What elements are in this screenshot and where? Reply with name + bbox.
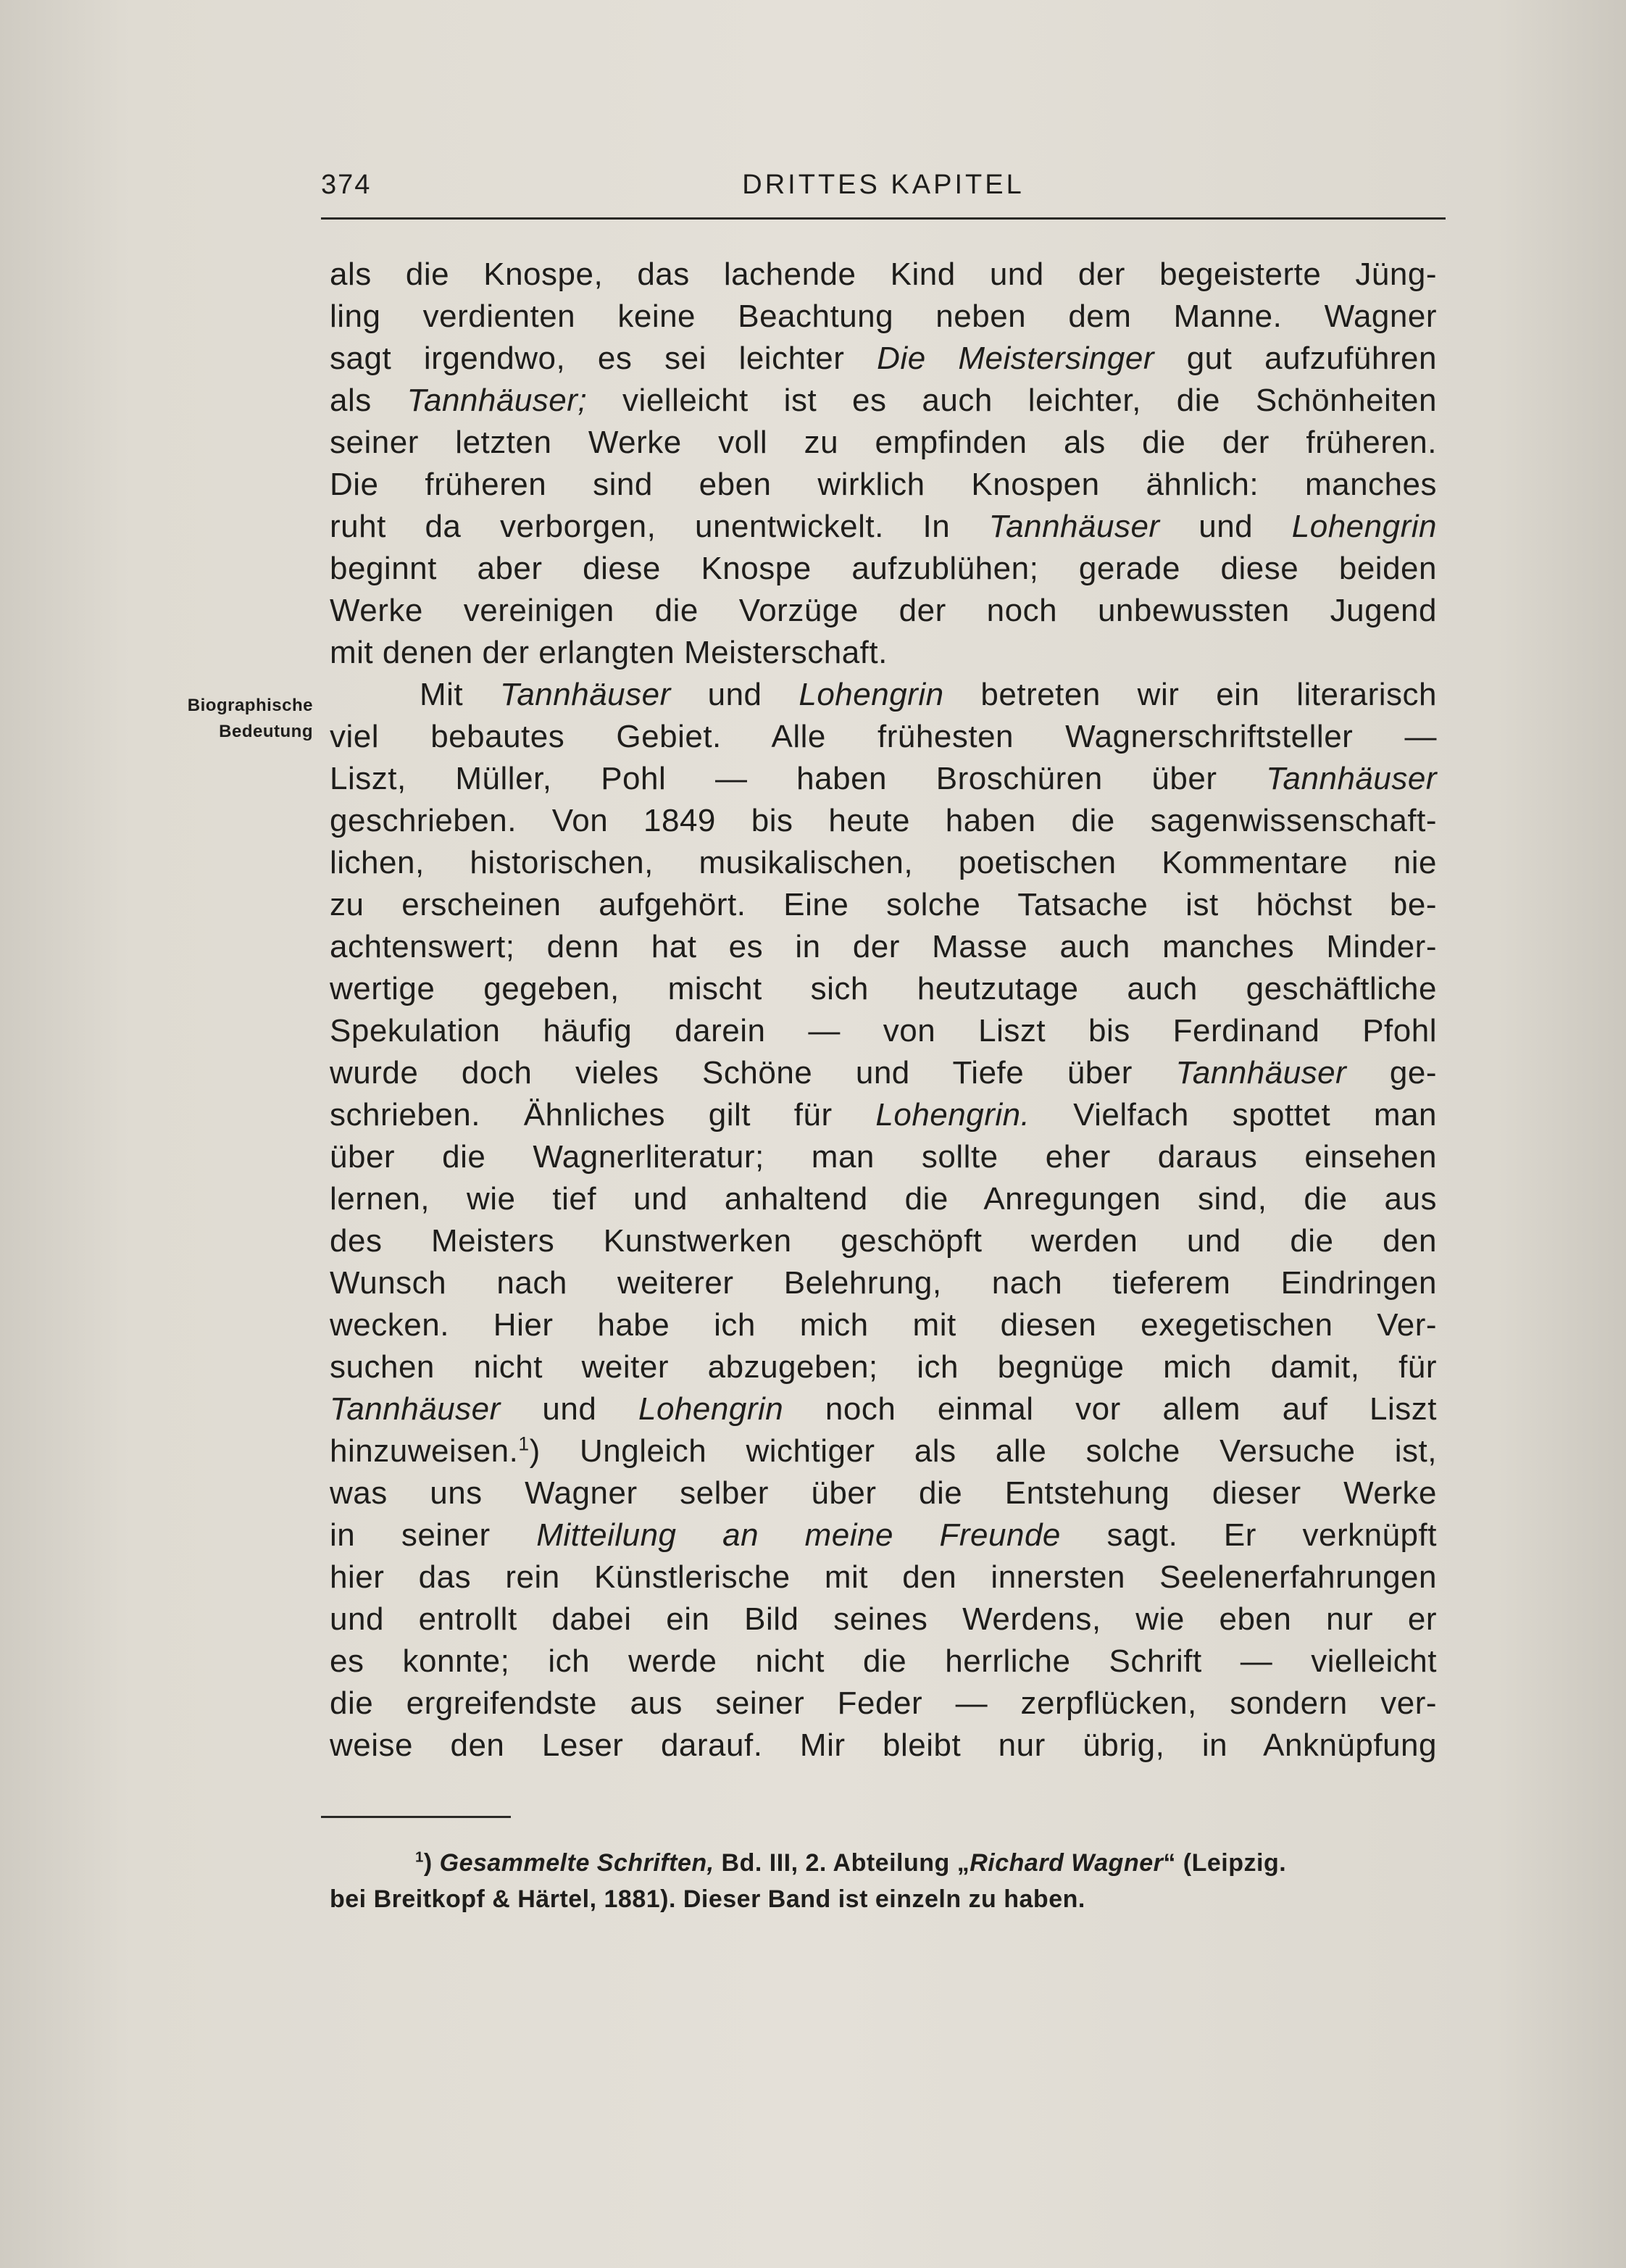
- footnote: [330, 1845, 1437, 1917]
- margin-note: [161, 693, 313, 745]
- text-line: Liszt, Müller, Pohl — haben Broschüren über Tannhäuser: [330, 761, 1437, 796]
- text-line: zu erscheinen aufgehört. Eine solche Tatsache ist höchst be-: [330, 887, 1437, 922]
- text-line: viel bebautes Gebiet. Alle frühesten Wagnerschriftsteller —: [330, 719, 1437, 754]
- text-line: ruht da verborgen, unentwickelt. In Tannhäuser und Lohengrin: [330, 509, 1437, 544]
- text-line: es konnte; ich werde nicht die herrliche Schrift — vielleicht: [330, 1643, 1437, 1679]
- text-line: wertige gegeben, mischt sich heutzutage auch geschäftliche: [330, 971, 1437, 1006]
- work-title: Tannhäuser: [499, 677, 671, 712]
- page-number: 374: [321, 170, 372, 200]
- footnote-rule: [321, 1816, 511, 1818]
- work-title: Richard Wagner: [970, 1849, 1164, 1877]
- text-line: geschrieben. Von 1849 bis heute haben die sagenwissenschaft-: [330, 803, 1437, 838]
- work-title: Lohengrin: [799, 677, 944, 712]
- footnote-line: bei Breitkopf & Härtel, 1881). Dieser Band ist einzeln zu haben.: [330, 1885, 1085, 1913]
- work-title: Lohengrin: [638, 1391, 784, 1427]
- text-line: Wunsch nach weiterer Belehrung, nach tieferem Eindringen: [330, 1265, 1437, 1301]
- text-line: suchen nicht weiter abzugeben; ich begnüge mich damit, für: [330, 1349, 1437, 1385]
- text-line: über die Wagnerliteratur; man sollte eher daraus einsehen: [330, 1139, 1437, 1175]
- text-line: weise den Leser darauf. Mir bleibt nur übrig, in Anknüpfung: [330, 1727, 1437, 1763]
- text-line: Spekulation häufig darein — von Liszt bis Ferdinand Pfohl: [330, 1013, 1437, 1048]
- text-line: als die Knospe, das lachende Kind und der begeisterte Jüng-: [330, 257, 1437, 292]
- margin-note-line: Bedeutung: [219, 722, 313, 741]
- running-head: [321, 165, 1446, 209]
- chapter-title: DRITTES KAPITEL: [742, 170, 1025, 200]
- work-title: Gesammelte Schriften,: [439, 1849, 714, 1877]
- text-line: mit denen der erlangten Meisterschaft.: [330, 635, 888, 670]
- text-line: ling verdienten keine Beachtung neben dem Manne. Wagner: [330, 299, 1437, 334]
- text-line: lernen, wie tief und anhaltend die Anregungen sind, die aus: [330, 1181, 1437, 1217]
- work-title: Die Meistersinger: [877, 341, 1154, 376]
- text-line: sagt irgendwo, es sei leichter Die Meistersinger gut aufzuführen: [330, 341, 1437, 376]
- work-title: Tannhäuser: [1266, 761, 1437, 796]
- work-title: Tannhäuser;: [406, 383, 588, 418]
- footnote-line: $^1$) Gesammelte Schriften, Bd. III, 2. Abteilung „Richard Wagner“ (Leipzig.: [415, 1849, 1287, 1877]
- text-line: hinzuweisen.$^1$) Ungleich wichtiger als alle solche Versuche ist,: [330, 1433, 1437, 1469]
- text-line: Tannhäuser und Lohengrin noch einmal vor allem auf Liszt: [330, 1391, 1437, 1427]
- text-line: hier das rein Künstlerische mit den innersten Seelenerfahrungen: [330, 1559, 1437, 1595]
- text-line: was uns Wagner selber über die Entstehung dieser Werke: [330, 1475, 1437, 1511]
- text-line: lichen, historischen, musikalischen, poetischen Kommentare nie: [330, 845, 1437, 880]
- text-line: des Meisters Kunstwerken geschöpft werden und die den: [330, 1223, 1437, 1259]
- work-title: Tannhäuser: [1175, 1055, 1347, 1091]
- text-line: die ergreifendste aus seiner Feder — zerpflücken, sondern ver-: [330, 1685, 1437, 1721]
- text-line: Die früheren sind eben wirklich Knospen ähnlich: manches: [330, 467, 1437, 502]
- work-title: Tannhäuser: [330, 1391, 501, 1427]
- text-line: und entrollt dabei ein Bild seines Werdens, wie eben nur er: [330, 1601, 1437, 1637]
- body-text: [330, 254, 1437, 1767]
- margin-note-line: Biographische: [187, 696, 313, 715]
- work-title: Lohengrin: [1291, 509, 1437, 544]
- text-line: achtenswert; denn hat es in der Masse auch manches Minder-: [330, 929, 1437, 964]
- footnote-marker: 1: [415, 1849, 424, 1866]
- text-line: Mit Tannhäuser und Lohengrin betreten wir ein literarisch: [420, 677, 1437, 712]
- text-line: wecken. Hier habe ich mich mit diesen exegetischen Ver-: [330, 1307, 1437, 1343]
- text-line: beginnt aber diese Knospe aufzublühen; gerade diese beiden: [330, 551, 1437, 586]
- text-line: in seiner Mitteilung an meine Freunde sagt. Er verknüpft: [330, 1517, 1437, 1553]
- work-title: Tannhäuser: [988, 509, 1160, 544]
- footnote-reference: 1: [518, 1433, 530, 1455]
- header-rule: [321, 217, 1446, 220]
- text-line: schrieben. Ähnliches gilt für Lohengrin. Vielfach spottet man: [330, 1097, 1438, 1133]
- work-title: Lohengrin.: [875, 1097, 1030, 1133]
- work-title: Mitteilung an meine Freunde: [536, 1517, 1061, 1553]
- text-line: seiner letzten Werke voll zu empfinden als die der früheren.: [330, 425, 1437, 460]
- text-line: als Tannhäuser; vielleicht ist es auch leichter, die Schönheiten: [330, 383, 1437, 418]
- text-line: Werke vereinigen die Vorzüge der noch unbewussten Jugend: [330, 593, 1437, 628]
- text-line: wurde doch vieles Schöne und Tiefe über Tannhäuser ge-: [330, 1055, 1437, 1091]
